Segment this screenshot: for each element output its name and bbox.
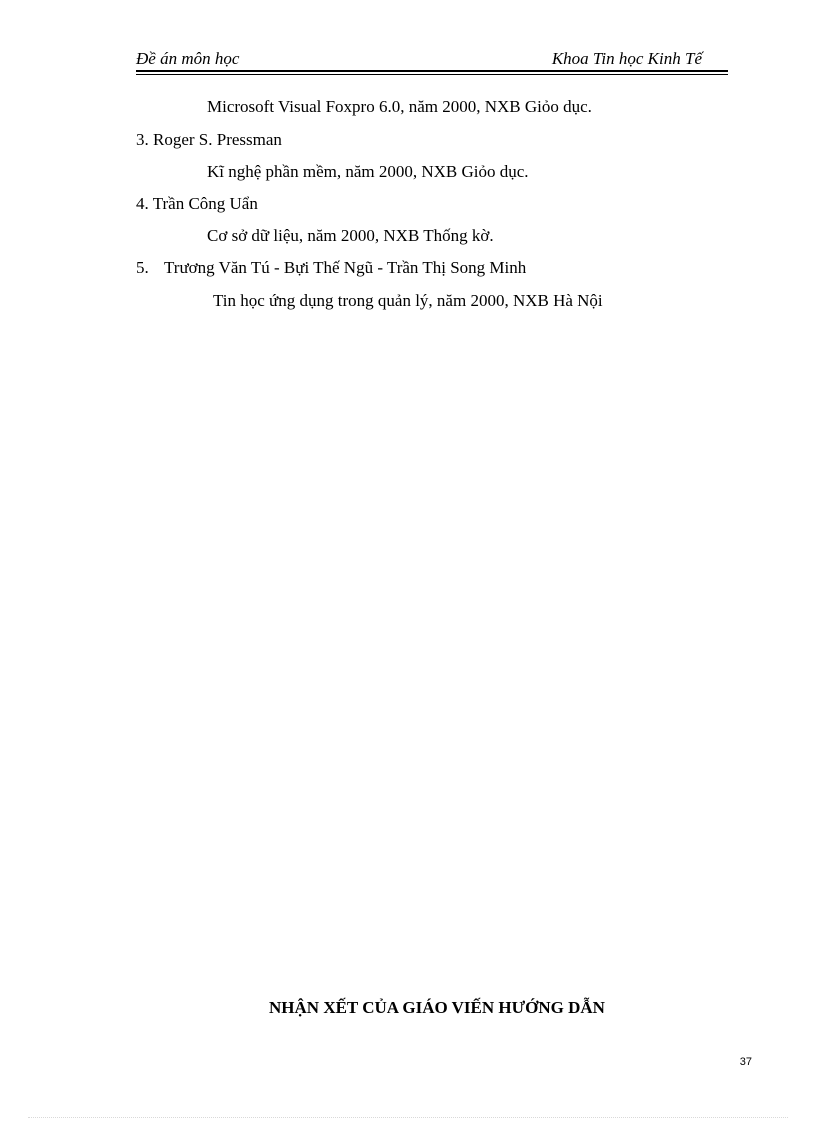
footer-divider (28, 1117, 788, 1118)
header-faculty-title: Khoa Tin học Kinh Tế (551, 49, 702, 68)
reference-title (207, 226, 494, 246)
reference-number: 3. (136, 130, 149, 149)
reference-number: 4. (136, 194, 149, 213)
reference-author-text: Roger S. Pressman (153, 130, 282, 149)
reference-title-text: Microsoft Visual Foxpro 6.0, năm 2000, NXB Giỏo dục. (207, 97, 592, 116)
header-course-title: Đề án môn học (136, 49, 240, 68)
reference-author-text: Trần Công Uẩn (152, 194, 258, 213)
reference-title (207, 97, 592, 117)
reference-number: 5. (136, 258, 149, 277)
reference-title-text: Kĩ nghệ phần mềm, năm 2000, NXB Giỏo dục. (207, 162, 529, 181)
header-rule (136, 70, 728, 72)
section-heading: NHẬN XẾT CỦA GIÁO VIẾN HƯỚNG DẪN (269, 998, 605, 1017)
header-rule-thin (136, 74, 728, 75)
reference-author (136, 130, 282, 150)
reference-title (213, 291, 603, 311)
reference-title (207, 162, 529, 182)
page-number: 37 (739, 1056, 752, 1068)
reference-title-text: Tin học ứng dụng trong quản lý, năm 2000, NXB Hà Nội (213, 291, 603, 310)
reference-author (136, 258, 526, 278)
reference-title-text: Cơ sở dữ liệu, năm 2000, NXB Thống kờ. (207, 226, 494, 245)
reference-author-text: Trương Văn Tú - Bựi Thế Ngũ - Trần Thị Song Minh (164, 258, 527, 277)
reference-author (136, 194, 258, 214)
